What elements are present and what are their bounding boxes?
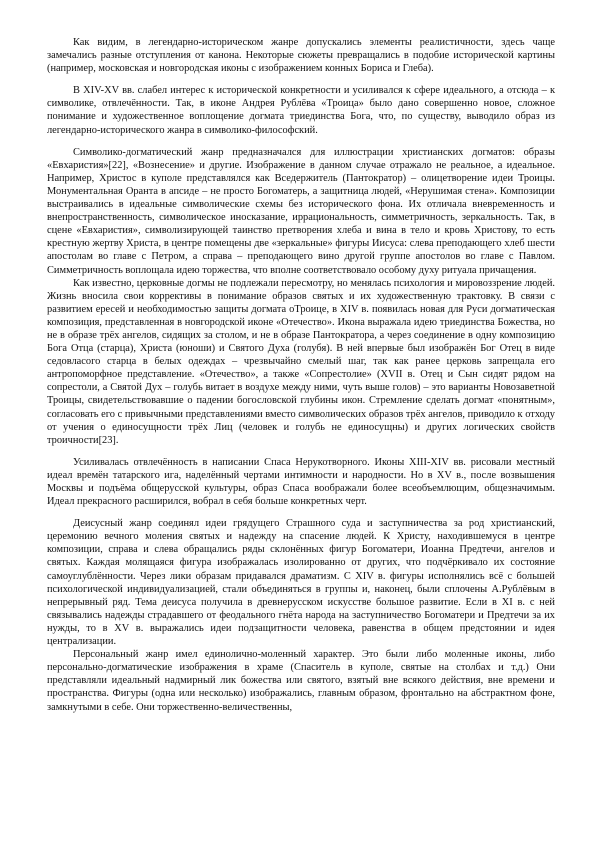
paragraph-personal-genre: Персональный жанр имел единолично-моленный характер. Это были либо моленные иконы, либо персонально-догматические изображения в храме (Спаситель в куполе, святые на столбах и т.д.) Они представляли идеальный надмирный лик божества или святого, взятый вне всякого действия, вне времени и пространства. Фигуры (одна или несколько) изображались, главным образом, фронтально на абстрактном фоне, замкнутыми в себе. Они торжественно-величественны, — [47, 649, 555, 713]
paragraph-symbolic-shift: В XIV-XV вв. слабел интерес к исторической конкретности и усиливался к сфере идеального, а отсюда – к символике, отвлечённости. Так, в иконе Андрея Рублёва «Троица» было дано совершенно новое, сложное понимание и художественное воплощение догмата триединства Бога, что, по существу, выводило образ из легендарно-исторического жанра в символико-философский. — [47, 85, 555, 136]
paragraph-legendary-historical: Как видим, в легендарно-историческом жанре допускались элементы реалистичности, здесь чаще замечались разные отступления от канона. Некоторые сюжеты превращались в подобие исторической картины (например, московская и новгородская иконы с изображением конных Бориса и Глеба). — [47, 37, 555, 75]
body-text — [47, 36, 555, 723]
paragraph-church-dogmas: Как известно, церковные догмы не подлежали пересмотру, но менялась психология и мировоззрение людей. Жизнь вносила свои коррективы в понимание образов святых и их художественную трактовку. В связи с развитием ересей и необходимостью защиты догмата оТроице, в XIV в. появилась новая для Руси догматическая композиция, представленная в новгородской иконе «Отечество». Икона выражала идею триединства Божества, но не в образе трёх ангелов, сидящих за столом, и не в образе Пантократора, а через соединение в одну композицию Бога Отца (старца), Христа (юноши) и Святого Духа (голубя). В ней впервые был изображён Бог Отец в виде седовласого старца в белых одеждах – чрезвычайно смелый шаг, так как ранее церковь запрещала его антропоморфное представление. «Отечество», а также «Сопрестолие» (XVII в. Отец и Сын сидят рядом на сопрестоли, а Святой Дух – голубь витает в воздухе между ними, чуть выше голов) – это варианты Новозаветной Троицы, свидетельствовавшие о падении богословской глубины икон. Стремление сделать догмат «понятным», согласовать его с привычными представлениями вместо символических образов трёх ангелов, приводило к отходу от учения о единосущности трёх Лиц (человек и голубь не единосущны) и других логических свойств троичности[23]. — [47, 277, 555, 446]
paragraph-deisis: Деисусный жанр соединял идеи грядущего Страшного суда и заступничества за род христианский, церемонию вечного моления святых и надежду на спасение людей. К Христу, находившемуся в центре композиции, справа и слева обращались ряды склонённых фигур Богоматери, Иоанна Предтечи, ангелов и святых. Каждая молящаяся фигура изображалась изолированно от других, что подчёркивало их состояние самоуглублённости. Через лики образам придавался драматизм. С XIV в. фигуры исполнялись всё с большей психологической индивидуализацией, стали объединяться в группы и, наконец, были сплочены А.Рублёвым в непрерывный ряд. Тема деисуса получила в древнерусском искусстве большое развитие. Если в XI в. с ней связывались надежды страдавшего от феодального гнёта народа на заступничество Богоматери и Предтечи за их нужды, то в XV в. выражались идеи подзащитности человека, равенства в общем предстоянии и идея централизации. — [47, 518, 555, 648]
paragraph-spas: Усиливалась отвлечённость в написании Спаса Нерукотворного. Иконы XIII-XIV вв. рисовали местный идеал времён татарского ига, наделённый чертами интимности и народности. Но в XV в., после возвышения Москвы и подъёма общерусской культуры, образ Спаса воображали более всеобъемлющим, общезначимым. Идеал прекрасного расширился, вобрал в себя больше конкретных черт. — [47, 456, 555, 508]
paragraph-symbolic-dogmatic: Символико-догматический жанр предназначался для иллюстрации христианских догматов: образы «Евхаристия»[22], «Вознесение» и другие. Изображение в данном случае отражало не реальное, а идеальное. Например, Христос в куполе представлялся как Вседержитель (Пантократор) – олицетворение идеи Троицы. Монументальная Оранта в апсиде – не просто Богоматерь, а защитница людей, «Нерушимая стена». Композиции выстраивались в идеальные символические схемы без исторического фона. Их отличала вневременность и внепространственность, символическое иносказание, иррациональность, симметричность, зеркальность. Так, в сцене «Евхаристия», символизирующей таинство претворения хлеба и вина в тело и кровь Христову, то есть крестную жертву Христа, в центре помещены две «зеркальные» фигуры Иисуса: слева преподающего хлеб шести апостолам во главе с Петром, а справа – преподающего вино другой группе апостолов во главе с Павлом. Симметричность воплощала идею торжества, что вполне соответствовало особому духу ритуала причащения. — [47, 146, 555, 276]
